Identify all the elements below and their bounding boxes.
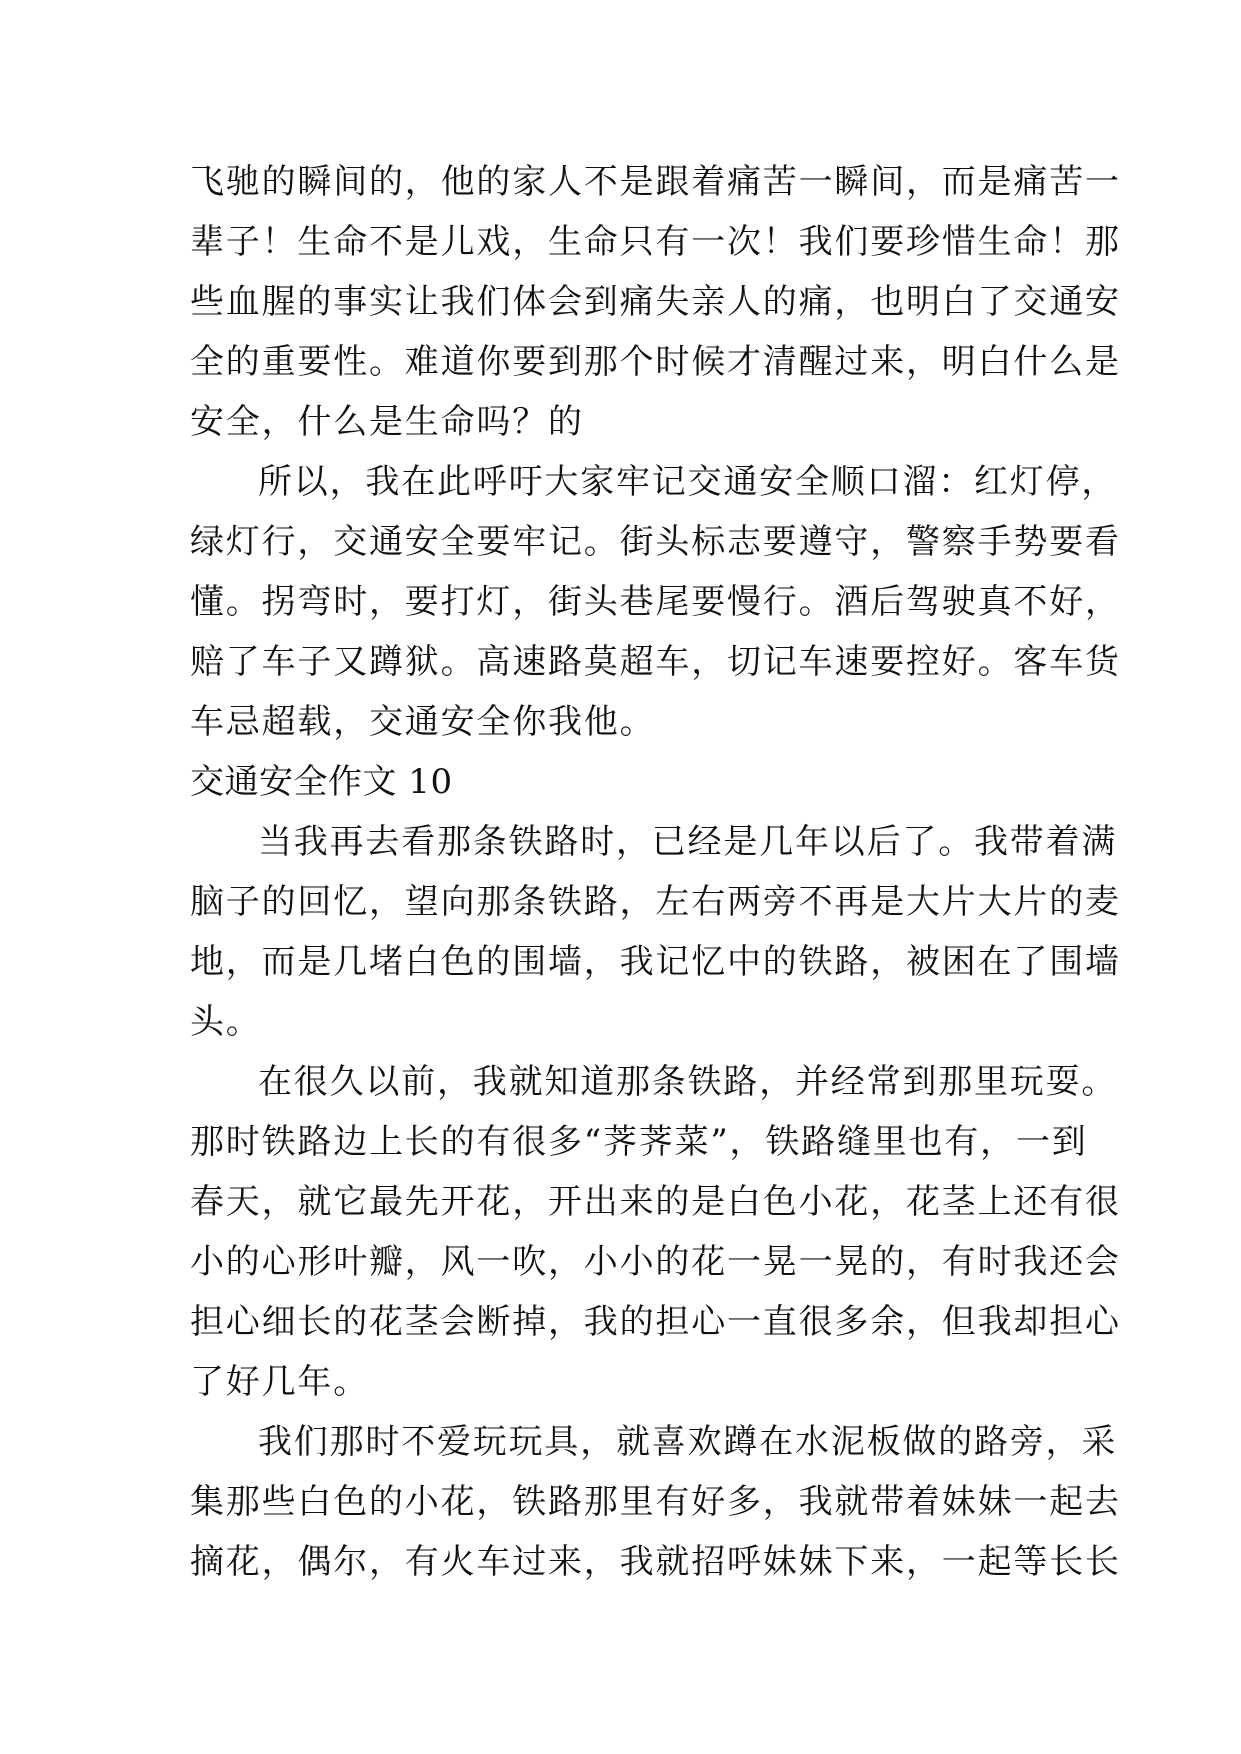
text-line: 些血腥的事实让我们体会到痛失亲人的痛，也明白了交通安 (190, 282, 1121, 322)
paragraph-first-line: 所以，我在此呼吁大家牢记交通安全顺口溜：红灯停， (258, 462, 1118, 502)
text-line: 赔了车子又蹲狱。高速路莫超车，切记车速要控好。客车货 (190, 642, 1121, 682)
paragraph-first-line: 在很久以前，我就知道那条铁路，并经常到那里玩耍。 (258, 1062, 1118, 1102)
document-body (190, 152, 1121, 1592)
text-line: 地，而是几堵白色的围墙，我记忆中的铁路，被困在了围墙 (190, 942, 1121, 982)
text-line: 小的心形叶瓣，风一吹，小小的花一晃一晃的，有时我还会 (190, 1242, 1121, 1282)
text-line: 飞驰的瞬间的，他的家人不是跟着痛苦一瞬间，而是痛苦一 (190, 162, 1121, 202)
text-line: 春天，就它最先开花，开出来的是白色小花，花茎上还有很 (190, 1182, 1121, 1222)
text-line: 安全，什么是生命吗？的 (190, 402, 584, 442)
paragraph-first-line: 当我再去看那条铁路时，已经是几年以后了。我带着满 (258, 822, 1118, 862)
text-line: 担心细长的花茎会断掉，我的担心一直很多余，但我却担心 (190, 1302, 1121, 1342)
text-line: 了好几年。 (190, 1362, 369, 1402)
text-line: 全的重要性。难道你要到那个时候才清醒过来，明白什么是 (190, 342, 1121, 382)
section-heading: 交通安全作文 10 (190, 762, 453, 802)
text-line: 车忌超载，交通安全你我他。 (190, 702, 656, 742)
text-line: 摘花，偶尔，有火车过来，我就招呼妹妹下来，一起等长长 (190, 1542, 1121, 1582)
text-line: 集那些白色的小花，铁路那里有好多，我就带着妹妹一起去 (190, 1482, 1121, 1522)
text-line: 那时铁路边上长的有很多“荠荠菜”，铁路缝里也有，一到 (190, 1122, 1088, 1162)
text-line: 绿灯行，交通安全要牢记。街头标志要遵守，警察手势要看 (190, 522, 1121, 562)
text-line: 脑子的回忆，望向那条铁路，左右两旁不再是大片大片的麦 (190, 882, 1121, 922)
text-line: 懂。拐弯时，要打灯，街头巷尾要慢行。酒后驾驶真不好， (190, 582, 1121, 622)
paragraph-first-line: 我们那时不爱玩玩具，就喜欢蹲在水泥板做的路旁，采 (258, 1422, 1118, 1462)
text-line: 头。 (190, 1002, 262, 1042)
text-line: 辈子！生命不是儿戏，生命只有一次！我们要珍惜生命！那 (190, 222, 1121, 262)
